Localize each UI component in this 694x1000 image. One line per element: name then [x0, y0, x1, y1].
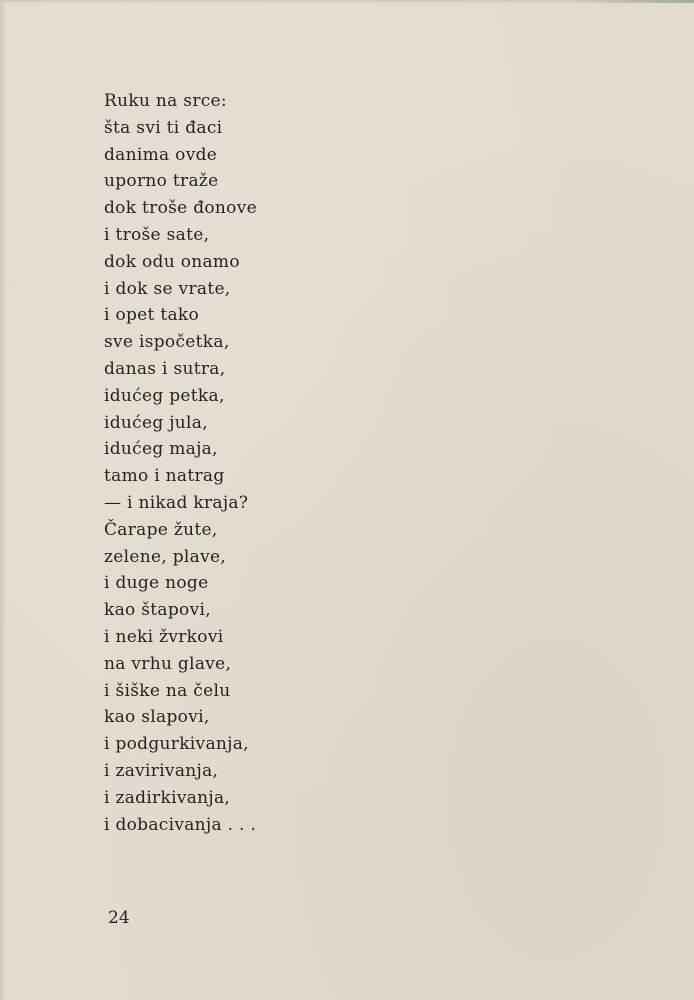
poem-line: zelene, plave,: [104, 546, 227, 567]
poem-line: i podgurkivanja,: [104, 734, 249, 755]
poem-line: i duge noge: [104, 573, 209, 594]
poem-line: šta svi ti đaci: [104, 117, 223, 138]
poem-line: i zadirkivanja,: [104, 787, 231, 808]
poem-line: danas i sutra,: [104, 358, 226, 379]
poem-line: danima ovde: [104, 144, 218, 165]
page-number: 24: [108, 908, 130, 928]
page-corner-stain: [560, 0, 694, 3]
poem-line: i neki žvrkovi: [104, 626, 224, 647]
poem-line: i dobacivanja . . .: [104, 814, 257, 835]
poem-line: Ruku na srce:: [104, 91, 227, 111]
poem-line: idućeg jula,: [104, 412, 208, 433]
poem-line: uporno traže: [104, 171, 219, 192]
poem-line: i troše sate,: [104, 224, 210, 245]
poem-line: — i nikad kraja?: [104, 492, 249, 513]
poem-text: [104, 88, 257, 838]
poem-line: i opet tako: [104, 305, 200, 326]
poem-line: kao štapovi,: [104, 600, 211, 621]
poem-line: sve ispočetka,: [104, 332, 230, 353]
poem-line: i šiške na čelu: [104, 680, 231, 701]
poem-line: kao slapovi,: [104, 707, 210, 728]
poem-line: tamo i natrag: [104, 466, 225, 487]
poem-line: dok odu onamo: [104, 251, 240, 272]
poem-line: idućeg maja,: [104, 439, 218, 460]
poem-line: idućeg petka,: [104, 385, 225, 406]
page-left-edge: [0, 0, 6, 1000]
poem-line: i zavirivanja,: [104, 760, 219, 781]
poem-line: i dok se vrate,: [104, 278, 231, 299]
poem-line: Čarape žute,: [104, 519, 218, 540]
poem-line: dok troše đonove: [104, 198, 257, 219]
poem-line: na vrhu glave,: [104, 653, 232, 674]
